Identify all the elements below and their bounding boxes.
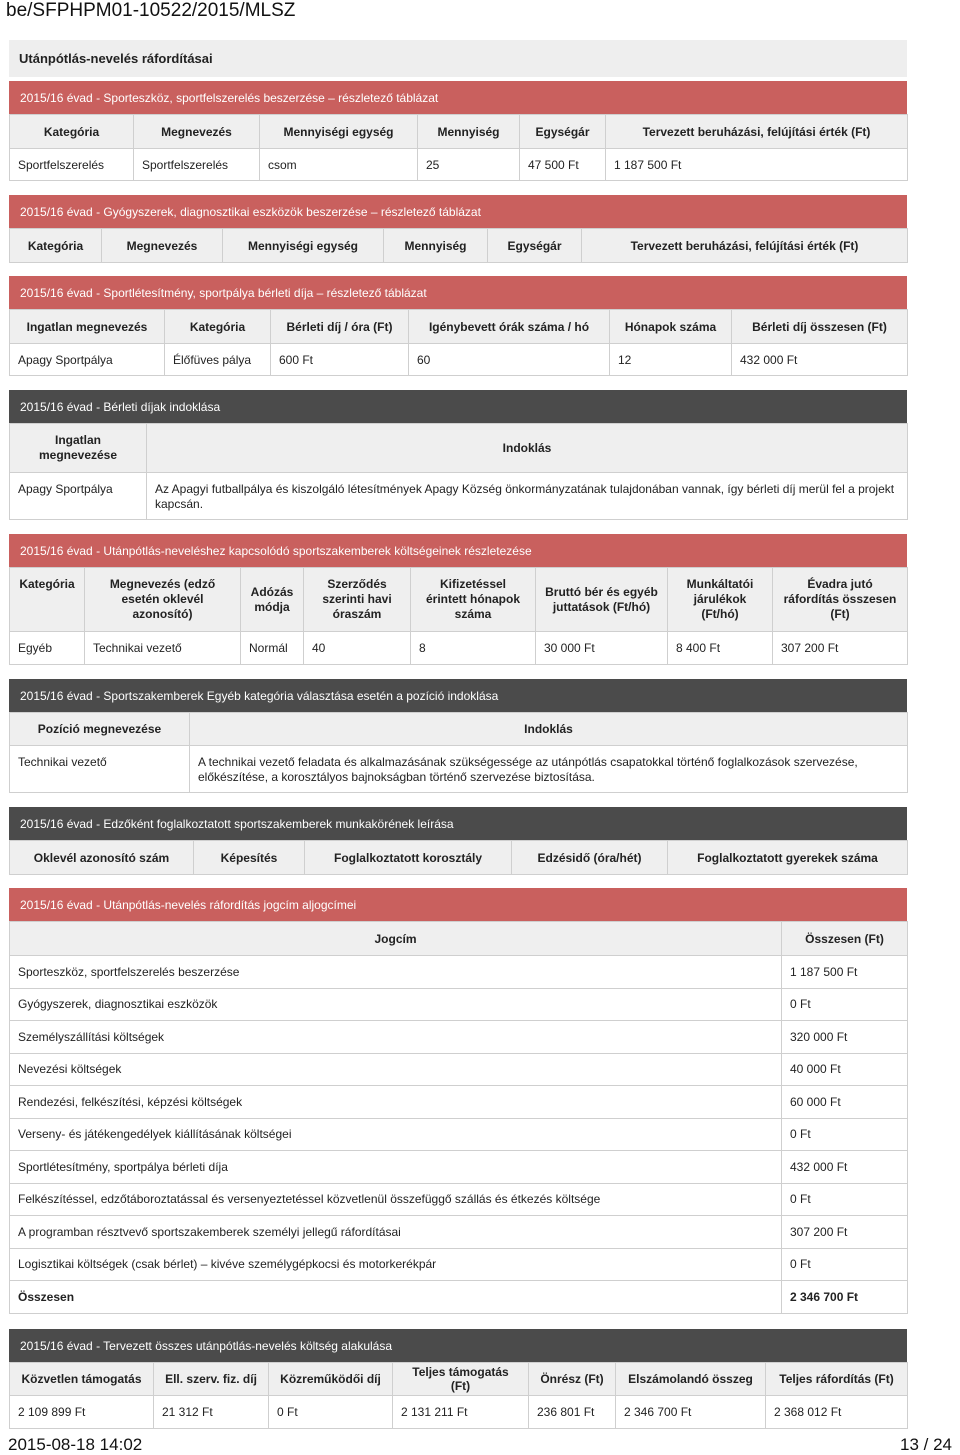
column-header: Oklevél azonosító szám xyxy=(10,841,194,875)
table-cell: Sportfelszerelés xyxy=(10,149,134,181)
section-title-medicine: 2015/16 évad - Gyógyszerek, diagnosztikai eszközök beszerzése – részletező táblázat xyxy=(9,195,907,228)
table-cell: Élőfüves pálya xyxy=(165,344,271,376)
column-header: Hónapok száma xyxy=(610,310,732,344)
column-header: Teljes támogatás (Ft) xyxy=(393,1363,529,1396)
table-cell: 0 Ft xyxy=(782,1118,908,1151)
table-cell: 307 200 Ft xyxy=(773,632,908,665)
footer-timestamp: 2015-08-18 14:02 xyxy=(8,1435,143,1454)
table-cell: 2 109 899 Ft xyxy=(10,1396,154,1429)
column-header: Bérleti díj összesen (Ft) xyxy=(732,310,908,344)
table-row xyxy=(10,344,908,376)
column-header: Teljes ráfordítás (Ft) xyxy=(766,1363,908,1396)
table-cell: Sportfelszerelés xyxy=(134,149,260,181)
table-cell: Verseny- és játékengedélyek kiállításának költségei xyxy=(10,1118,782,1151)
column-header: Foglalkoztatott gyerekek száma xyxy=(668,841,908,875)
page-number: 13 / 24 xyxy=(900,1435,952,1454)
column-header: Elszámolandó összeg xyxy=(616,1363,766,1396)
table-row xyxy=(10,1053,908,1086)
total-row xyxy=(10,1281,908,1314)
table-cell: Egyéb xyxy=(10,632,85,665)
table-header-row xyxy=(10,310,908,344)
table-cell: 0 Ft xyxy=(269,1396,393,1429)
column-header: Kifizetéssel érintett hónapok száma xyxy=(411,568,536,632)
column-header: Közreműködői díj xyxy=(269,1363,393,1396)
position-justification-table xyxy=(9,712,908,793)
table-row xyxy=(10,746,908,793)
table-cell: Apagy Sportpálya xyxy=(10,344,165,376)
table-row xyxy=(10,1021,908,1054)
table-cell: Technikai vezető xyxy=(10,746,190,793)
column-header: Indoklás xyxy=(190,713,908,746)
table-cell: 2 131 211 Ft xyxy=(393,1396,529,1429)
table-cell: 2 368 012 Ft xyxy=(766,1396,908,1429)
document-id: be/SFPHPM01-10522/2015/MLSZ xyxy=(6,0,296,21)
table-cell: Logisztikai költségek (csak bérlet) – kivéve személygépkocsi és motorkerékpár xyxy=(10,1248,782,1281)
table-cell: Technikai vezető xyxy=(85,632,241,665)
table-row xyxy=(10,1118,908,1151)
table-cell: Felkészítéssel, edzőtáboroztatással és versenyeztetéssel közvetlenül összefüggő szállás és étkezés költsége xyxy=(10,1183,782,1216)
column-header: Megnevezés (edző esetén oklevél azonosító) xyxy=(85,568,241,632)
table-header-row xyxy=(10,424,908,473)
facility-rent-table xyxy=(9,309,908,376)
section-title-equipment: 2015/16 évad - Sporteszköz, sportfelszerelés beszerzése – részletező táblázat xyxy=(9,81,907,114)
table-cell: 2 346 700 Ft xyxy=(616,1396,766,1429)
table-cell: 60 000 Ft xyxy=(782,1086,908,1119)
column-header: Bruttó bér és egyéb juttatások (Ft/hó) xyxy=(536,568,668,632)
column-header: Szerződés szerinti havi óraszám xyxy=(304,568,411,632)
table-row xyxy=(10,632,908,665)
table-cell: 1 187 500 Ft xyxy=(606,149,908,181)
table-header-row xyxy=(10,922,908,956)
table-cell: A programban résztvevő sportszakemberek személyi jellegű ráfordításai xyxy=(10,1216,782,1249)
page-title: Utánpótlás-nevelés ráfordításai xyxy=(9,40,907,77)
column-header: Egységár xyxy=(520,115,606,149)
table-cell: 307 200 Ft xyxy=(782,1216,908,1249)
column-header: Közvetlen támogatás xyxy=(10,1363,154,1396)
table-cell: Személyszállítási költségek xyxy=(10,1021,782,1054)
table-cell: 432 000 Ft xyxy=(782,1151,908,1184)
medicine-table xyxy=(9,228,908,263)
equipment-table xyxy=(9,114,908,181)
column-header: Munkáltatói járulékok (Ft/hó) xyxy=(668,568,773,632)
table-header-row xyxy=(10,1363,908,1396)
column-header: Mennyiségi egység xyxy=(260,115,418,149)
table-cell: 40 xyxy=(304,632,411,665)
section-title-cost-items: 2015/16 évad - Utánpótlás-nevelés ráfordítás jogcím aljogcímei xyxy=(9,888,907,921)
table-cell: 60 xyxy=(409,344,610,376)
table-cell: 0 Ft xyxy=(782,1248,908,1281)
column-header: Tervezett beruházási, felújítási érték (Ft) xyxy=(582,229,908,263)
table-cell: 8 xyxy=(411,632,536,665)
table-row xyxy=(10,1151,908,1184)
table-cell: 25 xyxy=(418,149,520,181)
table-header-row xyxy=(10,713,908,746)
column-header: Ingatlan megnevezése xyxy=(10,424,147,473)
column-header: Önrész (Ft) xyxy=(529,1363,616,1396)
table-row xyxy=(10,988,908,1021)
table-row xyxy=(10,1183,908,1216)
section-title-position-justification: 2015/16 évad - Sportszakemberek Egyéb kategória választása esetén a pozíció indoklása xyxy=(9,679,907,712)
column-header: Évadra jutó ráfordítás összesen (Ft) xyxy=(773,568,908,632)
table-row xyxy=(10,1396,908,1429)
table-cell: 600 Ft xyxy=(271,344,409,376)
cost-items-table xyxy=(9,921,908,1314)
table-header-row xyxy=(10,568,908,632)
column-header: Foglalkoztatott korosztály xyxy=(305,841,512,875)
table-cell: Nevezési költségek xyxy=(10,1053,782,1086)
section-title-rent-justification: 2015/16 évad - Bérleti díjak indoklása xyxy=(9,390,907,423)
table-row xyxy=(10,149,908,181)
rent-justification-table xyxy=(9,423,908,520)
table-cell: 0 Ft xyxy=(782,1183,908,1216)
table-row xyxy=(10,473,908,520)
table-cell: 236 801 Ft xyxy=(529,1396,616,1429)
column-header: Mennyiség xyxy=(384,229,488,263)
table-cell: Sporteszköz, sportfelszerelés beszerzése xyxy=(10,956,782,989)
table-row xyxy=(10,956,908,989)
table-row xyxy=(10,1216,908,1249)
table-cell: Gyógyszerek, diagnosztikai eszközök xyxy=(10,988,782,1021)
table-cell: A technikai vezető feladata és alkalmazásának szükségessége az utánpótlás csapatokkal történő foglalkozások szervezése, előkészítése, a korosztályos bajnokságban történő szervezése biztosítása. xyxy=(190,746,908,793)
table-header-row xyxy=(10,229,908,263)
section-title-coach-duties: 2015/16 évad - Edzőként foglalkoztatott sportszakemberek munkakörének leírása xyxy=(9,807,907,840)
column-header: Kategória xyxy=(10,115,134,149)
column-header: Kategória xyxy=(10,568,85,632)
column-header: Megnevezés xyxy=(134,115,260,149)
table-cell: Sportlétesítmény, sportpálya bérleti díja xyxy=(10,1151,782,1184)
table-cell: Az Apagyi futballpálya és kiszolgáló létesítmények Apagy Község önkormányzatának tulajdonában vannak, így bérleti díj merül fel a projekt kapcsán. xyxy=(147,473,908,520)
column-header: Bérleti díj / óra (Ft) xyxy=(271,310,409,344)
column-header: Kategória xyxy=(165,310,271,344)
column-header: Edzésidő (óra/hét) xyxy=(512,841,668,875)
table-cell: 30 000 Ft xyxy=(536,632,668,665)
column-header: Indoklás xyxy=(147,424,908,473)
column-header: Ell. szerv. fiz. díj xyxy=(154,1363,269,1396)
table-cell: 432 000 Ft xyxy=(732,344,908,376)
column-header: Megnevezés xyxy=(102,229,223,263)
table-header-row xyxy=(10,115,908,149)
table-cell: 47 500 Ft xyxy=(520,149,606,181)
coach-duties-table xyxy=(9,840,908,875)
column-header: Adózás módja xyxy=(241,568,304,632)
table-row xyxy=(10,1086,908,1119)
table-cell: 1 187 500 Ft xyxy=(782,956,908,989)
table-cell: 8 400 Ft xyxy=(668,632,773,665)
column-header: Képesítés xyxy=(194,841,305,875)
table-cell: csom xyxy=(260,149,418,181)
table-row xyxy=(10,1248,908,1281)
column-header: Igénybevett órák száma / hó xyxy=(409,310,610,344)
staff-costs-table xyxy=(9,567,908,665)
planned-costs-table xyxy=(9,1362,908,1429)
column-header: Mennyiség xyxy=(418,115,520,149)
column-header: Tervezett beruházási, felújítási érték (Ft) xyxy=(606,115,908,149)
table-cell: 12 xyxy=(610,344,732,376)
total-value: 2 346 700 Ft xyxy=(782,1281,908,1314)
column-header: Mennyiségi egység xyxy=(223,229,384,263)
section-title-facility-rent: 2015/16 évad - Sportlétesítmény, sportpálya bérleti díja – részletező táblázat xyxy=(9,276,907,309)
table-cell: 320 000 Ft xyxy=(782,1021,908,1054)
section-title-staff-costs: 2015/16 évad - Utánpótlás-neveléshez kapcsolódó sportszakemberek költségeinek részletezése xyxy=(9,534,907,567)
column-header: Ingatlan megnevezés xyxy=(10,310,165,344)
total-label: Összesen xyxy=(10,1281,782,1314)
column-header: Egységár xyxy=(488,229,582,263)
table-cell: 0 Ft xyxy=(782,988,908,1021)
section-title-planned-costs: 2015/16 évad - Tervezett összes utánpótlás-nevelés költség alakulása xyxy=(9,1329,907,1362)
table-cell: Rendezési, felkészítési, képzési költségek xyxy=(10,1086,782,1119)
column-header: Jogcím xyxy=(10,922,782,956)
column-header: Összesen (Ft) xyxy=(782,922,908,956)
table-cell: Apagy Sportpálya xyxy=(10,473,147,520)
table-cell: 40 000 Ft xyxy=(782,1053,908,1086)
column-header: Kategória xyxy=(10,229,102,263)
table-cell: Normál xyxy=(241,632,304,665)
table-header-row xyxy=(10,841,908,875)
column-header: Pozíció megnevezése xyxy=(10,713,190,746)
table-cell: 21 312 Ft xyxy=(154,1396,269,1429)
